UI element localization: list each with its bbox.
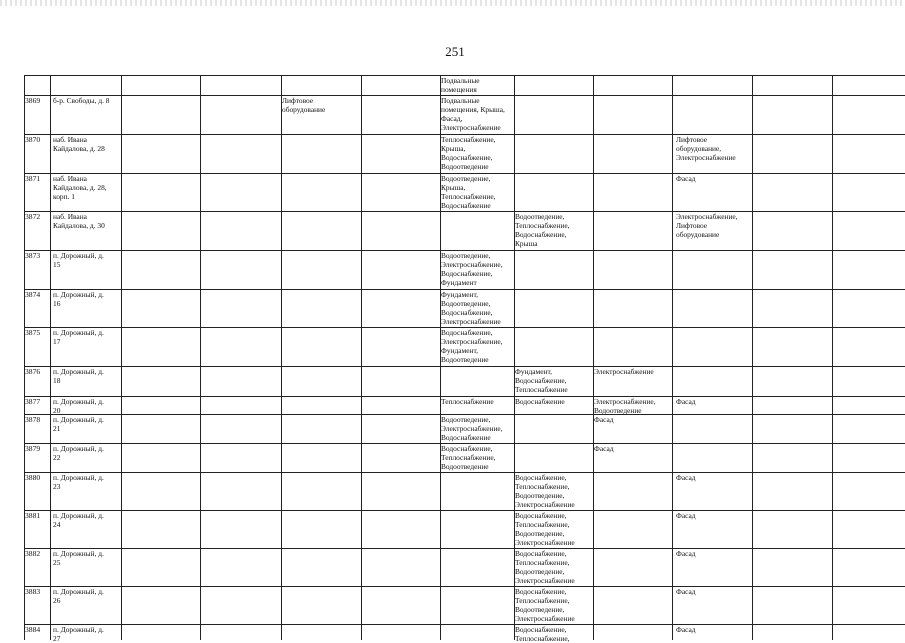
address-cell: п. Дорожный, д. 23 (53, 473, 104, 491)
row-number-cell: 3881 (25, 511, 41, 520)
work-type-cell: Фасад (676, 511, 696, 520)
work-type-cell: Электроснабжение (594, 367, 654, 376)
row-number-cell: 3880 (25, 473, 41, 482)
page-number: 251 (445, 44, 465, 59)
work-type-cell: Фасад (676, 174, 696, 183)
table-horizontal-rule (24, 586, 905, 587)
work-type-cell: Водоснабжение, Теплоснабжение, Водоотведение, Электроснабжение (515, 473, 575, 509)
scan-artifact-strip (0, 0, 905, 6)
work-type-cell: Водоснабжение, Теплоснабжение, Водоотведение, Электроснабжение (515, 549, 575, 585)
row-number-cell: 3874 (25, 290, 41, 299)
table-horizontal-rule (24, 548, 905, 549)
continuation-cell: Подвальные помещения (441, 76, 480, 94)
work-type-cell: Водоснабжение, Теплоснабжение, Водоотведение (441, 444, 496, 471)
row-number-cell: 3878 (25, 415, 41, 424)
work-type-cell: Фундамент, Водоснабжение, Теплоснабжение (515, 367, 568, 394)
work-type-cell: Фасад (594, 444, 614, 453)
row-number-cell: 3883 (25, 587, 41, 596)
work-type-cell: Фасад (676, 397, 696, 406)
address-cell: п. Дорожный, д. 18 (53, 367, 104, 385)
work-type-cell: Фасад (676, 473, 696, 482)
address-cell: п. Дорожный, д. 27 (53, 625, 104, 643)
address-cell: п. Дорожный, д. 15 (53, 251, 104, 269)
table-vertical-rule (50, 75, 51, 640)
work-type-cell: Лифтовое оборудование (282, 96, 326, 114)
row-number-cell: 3882 (25, 549, 41, 558)
work-type-cell: Электроснабжение, Водоотведение (594, 397, 656, 415)
address-cell: п. Дорожный, д. 22 (53, 444, 104, 462)
address-cell: п. Дорожный, д. 16 (53, 290, 104, 308)
address-cell: п. Дорожный, д. 21 (53, 415, 104, 433)
address-cell: наб. Ивана Кайдалова, д. 28, корп. 1 (53, 174, 107, 201)
table-vertical-rule (593, 75, 594, 640)
work-type-cell: Подвальные помещения, Крыша, Фасад, Электроснабжение (441, 96, 505, 132)
address-cell: п. Дорожный, д. 17 (53, 328, 104, 346)
table-vertical-rule (752, 75, 753, 640)
table-horizontal-rule (24, 211, 905, 212)
table-vertical-rule (832, 75, 833, 640)
table-horizontal-rule (24, 472, 905, 473)
work-type-cell: Фасад (594, 415, 614, 424)
address-cell: п. Дорожный, д. 24 (53, 511, 104, 529)
address-cell: наб. Ивана Кайдалова, д. 30 (53, 212, 105, 230)
table-horizontal-rule (24, 510, 905, 511)
table-horizontal-rule (24, 624, 905, 625)
table-vertical-rule (121, 75, 122, 640)
work-type-cell: Лифтовое оборудование, Электроснабжение (676, 135, 736, 162)
table-vertical-rule (361, 75, 362, 640)
address-cell: п. Дорожный, д. 25 (53, 549, 104, 567)
work-type-cell: Водоснабжение, Теплоснабжение, (515, 625, 570, 643)
work-type-cell: Водоотведение, Электроснабжение, Водоснабжение (441, 415, 503, 442)
work-type-cell: Фасад (676, 587, 696, 596)
table-vertical-rule (672, 75, 673, 640)
row-number-cell: 3884 (25, 625, 41, 634)
address-cell: п. Дорожный, д. 20 (53, 397, 104, 415)
work-type-cell: Водоснабжение, Теплоснабжение, Водоотведение, Электроснабжение (515, 587, 575, 623)
row-number-cell: 3879 (25, 444, 41, 453)
work-type-cell: Теплоснабжение (441, 397, 494, 406)
work-type-cell: Водоотведение, Электроснабжение, Водоснабжение, Фундамент (441, 251, 503, 287)
table-vertical-rule (281, 75, 282, 640)
table-vertical-rule (200, 75, 201, 640)
row-number-cell: 3870 (25, 135, 41, 144)
work-type-cell: Водоснабжение, Теплоснабжение, Водоотведение, Электроснабжение (515, 511, 575, 547)
table-horizontal-rule (24, 366, 905, 367)
row-number-cell: 3873 (25, 251, 41, 260)
work-type-cell: Фасад (676, 625, 696, 634)
work-type-cell: Водоснабжение (515, 397, 565, 406)
work-type-cell: Водоотведение, Теплоснабжение, Водоснабжение, Крыша (515, 212, 570, 248)
work-type-cell: Водоснабжение, Электроснабжение, Фундамент, Водоотведение (441, 328, 503, 364)
row-number-cell: 3872 (25, 212, 41, 221)
row-number-cell: 3869 (25, 96, 41, 105)
row-number-cell: 3876 (25, 367, 41, 376)
row-number-cell: 3875 (25, 328, 41, 337)
address-cell: п. Дорожный, д. 26 (53, 587, 104, 605)
address-cell: б-р. Свободы, д. 8 (53, 96, 110, 105)
work-type-cell: Фундамент, Водоотведение, Водоснабжение, Электроснабжение (441, 290, 501, 326)
address-cell: наб. Ивана Кайдалова, д. 28 (53, 135, 105, 153)
work-type-cell: Теплоснабжение, Крыша, Водоснабжение, Водоотведение (441, 135, 496, 171)
row-number-cell: 3877 (25, 397, 41, 406)
work-type-cell: Электроснабжение, Лифтовое оборудование (676, 212, 738, 239)
row-number-cell: 3871 (25, 174, 41, 183)
work-type-cell: Водоотведение, Крыша, Теплоснабжение, Водоснабжение (441, 174, 496, 210)
work-type-cell: Фасад (676, 549, 696, 558)
